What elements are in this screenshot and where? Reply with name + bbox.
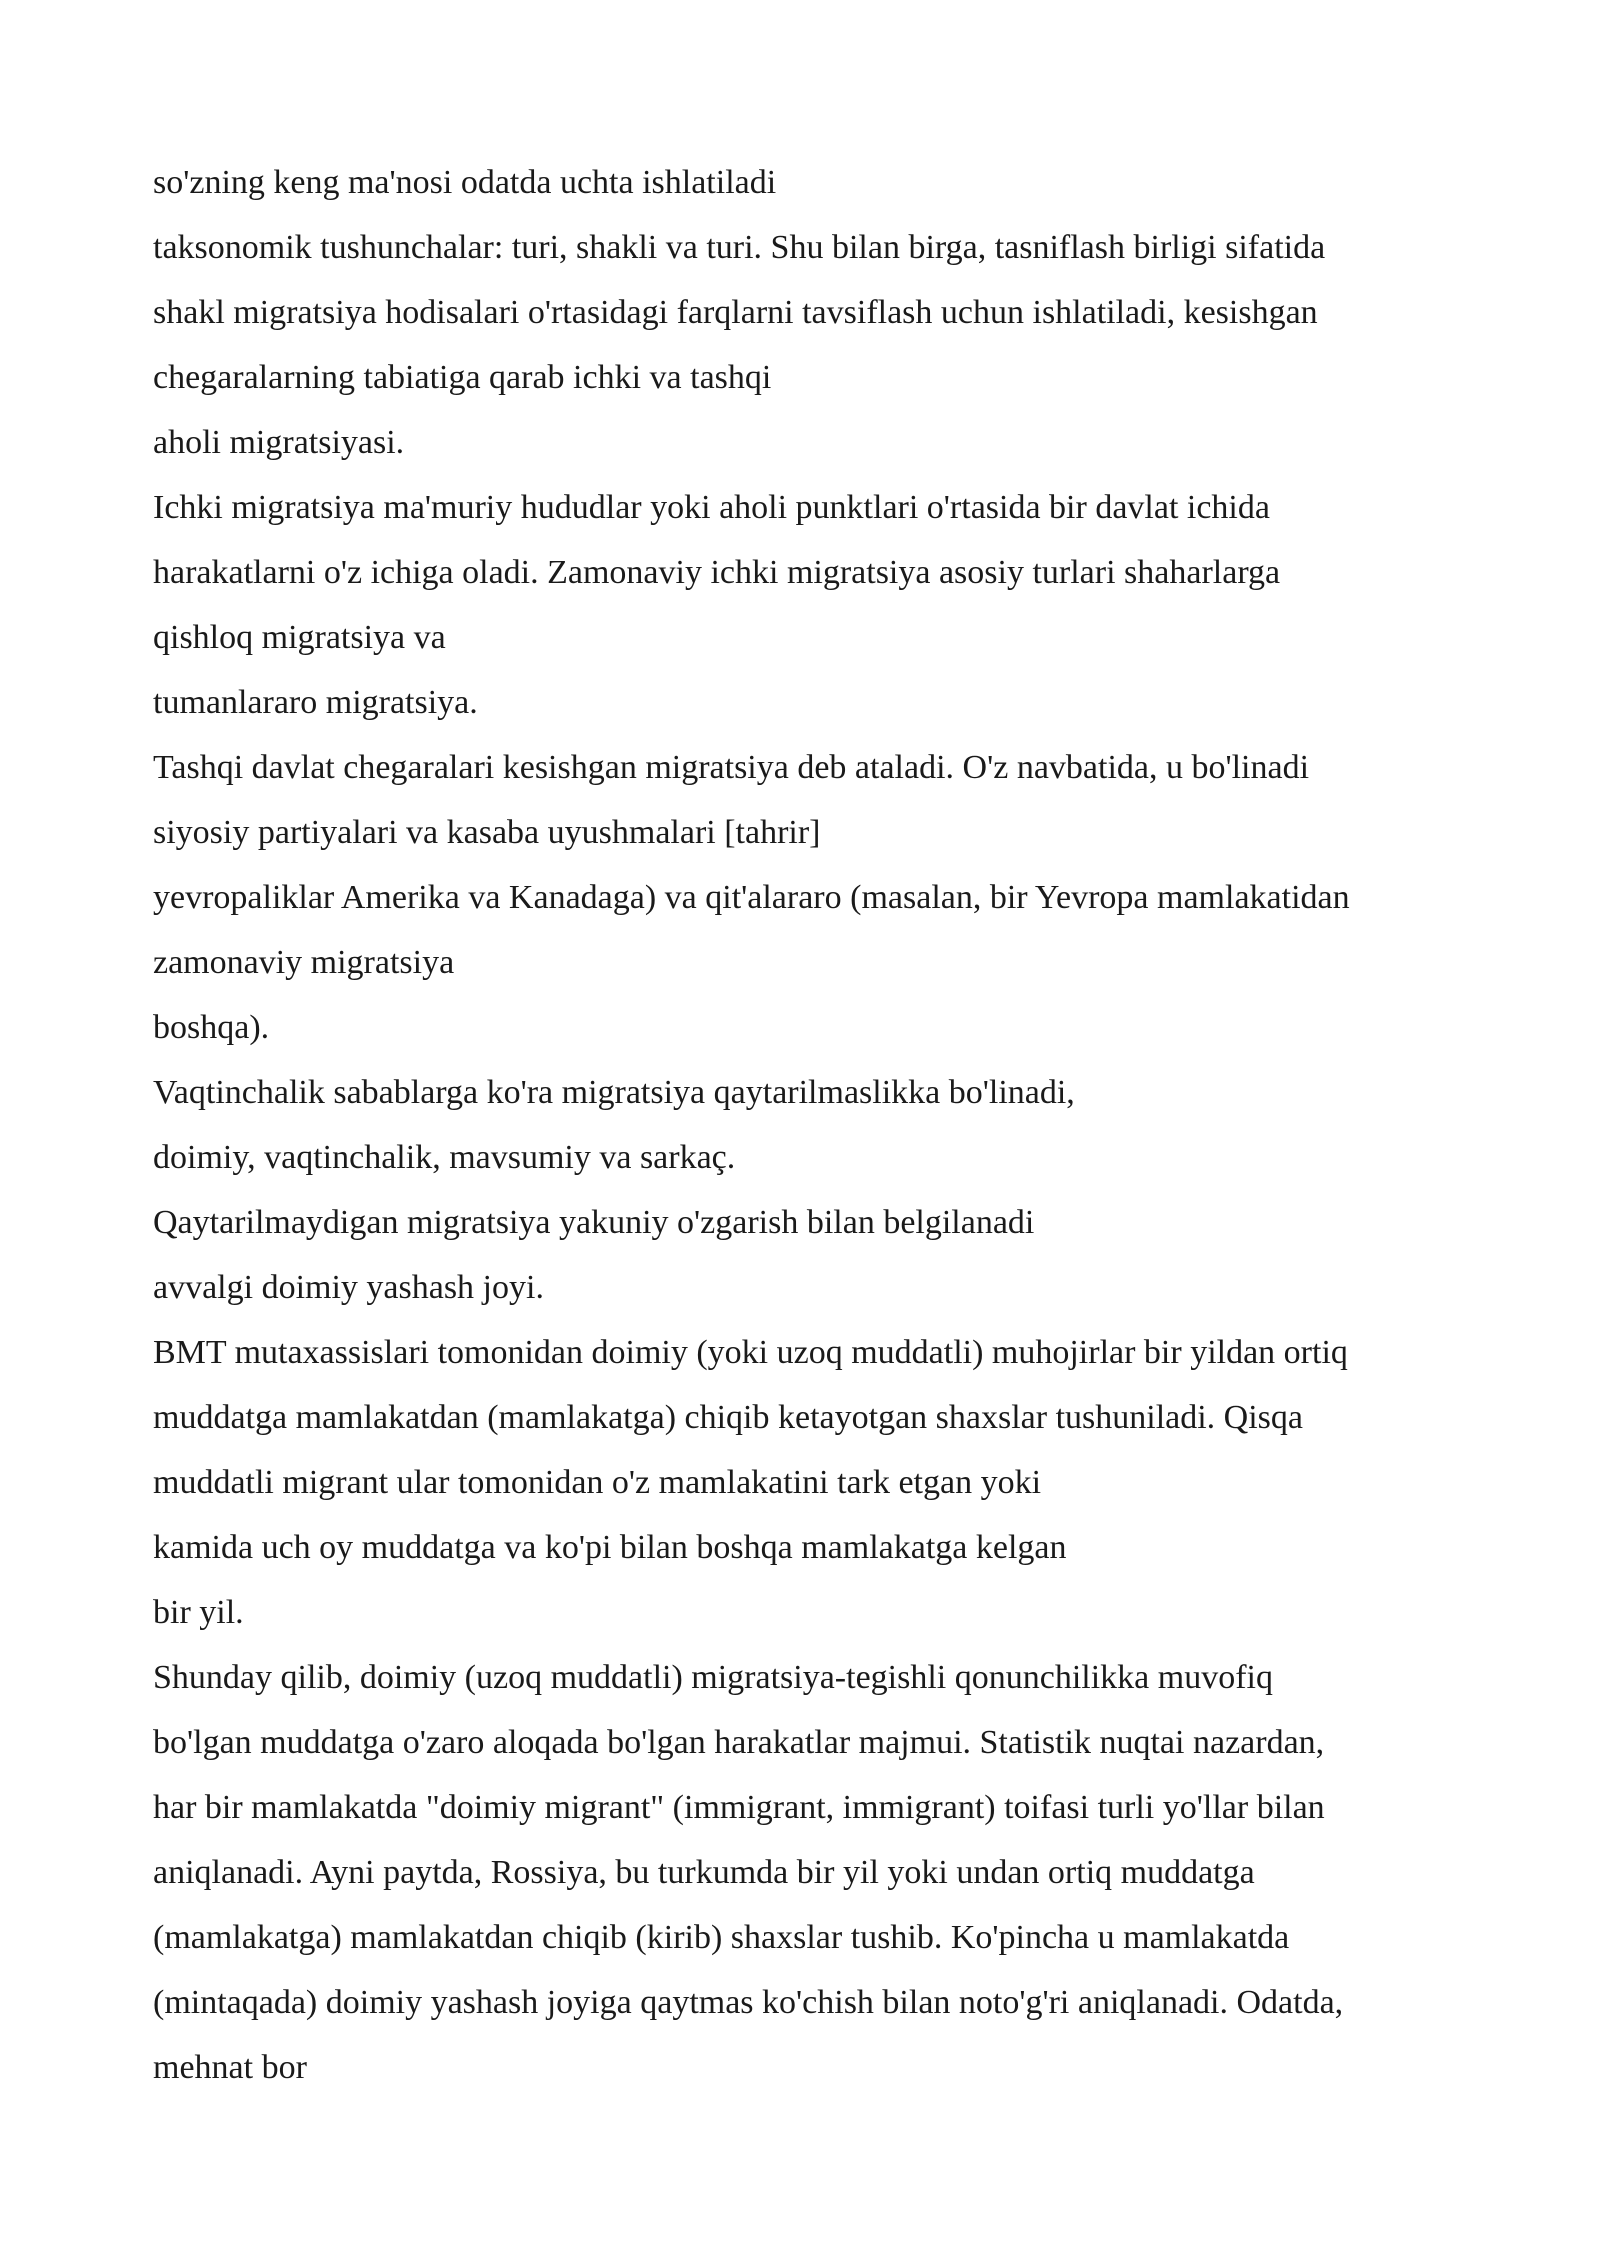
text-line: qishloq migratsiya va [153, 619, 446, 656]
text-line: tumanlararo migratsiya. [153, 684, 478, 721]
text-line: doimiy, vaqtinchalik, mavsumiy va sarkaç. [153, 1139, 736, 1176]
text-line: boshqa). [153, 1009, 270, 1046]
text-line: muddatga mamlakatdan (mamlakatga) chiqib ketayotgan shaxslar tushuniladi. Qisqa [153, 1399, 1304, 1436]
document-body [153, 150, 1513, 2100]
text-line: chegaralarning tabiatiga qarab ichki va tashqi [153, 359, 772, 396]
text-line: Ichki migratsiya ma'muriy hududlar yoki aholi punktlari o'rtasida bir davlat ichida [153, 489, 1270, 526]
text-line: muddatli migrant ular tomonidan o'z mamlakatini tark etgan yoki [153, 1464, 1042, 1501]
text-line: (mintaqada) doimiy yashash joyiga qaytmas ko'chish bilan noto'g'ri aniqlanadi. Odatda, [153, 1984, 1344, 2021]
text-line: Vaqtinchalik sabablarga ko'ra migratsiya qaytarilmaslikka bo'linadi, [153, 1074, 1075, 1111]
text-line: Shunday qilib, doimiy (uzoq muddatli) migratsiya-tegishli qonunchilikka muvofiq [153, 1659, 1273, 1696]
text-line: Qaytarilmaydigan migratsiya yakuniy o'zgarish bilan belgilanadi [153, 1204, 1035, 1241]
text-line: bo'lgan muddatga o'zaro aloqada bo'lgan harakatlar majmui. Statistik nuqtai nazardan, [153, 1724, 1325, 1761]
text-line: so'zning keng ma'nosi odatda uchta ishlatiladi [153, 164, 777, 201]
text-line: taksonomik tushunchalar: turi, shakli va turi. Shu bilan birga, tasniflash birligi sifatida [153, 229, 1326, 266]
text-line: siyosiy partiyalari va kasaba uyushmalari [tahrir] [153, 814, 821, 851]
text-line: shakl migratsiya hodisalari o'rtasidagi farqlarni tavsiflash uchun ishlatiladi, kesishgan [153, 294, 1318, 331]
text-line: har bir mamlakatda "doimiy migrant" (immigrant, immigrant) toifasi turli yo'llar bilan [153, 1789, 1325, 1826]
text-line: mehnat bor [153, 2049, 307, 2086]
text-line: avvalgi doimiy yashash joyi. [153, 1269, 544, 1306]
text-line: yevropaliklar Amerika va Kanadaga) va qit'alararo (masalan, bir Yevropa mamlakatidan [153, 879, 1350, 916]
text-line: aholi migratsiyasi. [153, 424, 405, 461]
text-line: kamida uch oy muddatga va ko'pi bilan boshqa mamlakatga kelgan [153, 1529, 1067, 1566]
text-line: harakatlarni o'z ichiga oladi. Zamonaviy ichki migratsiya asosiy turlari shaharlarga [153, 554, 1281, 591]
text-line: bir yil. [153, 1594, 244, 1631]
text-line: (mamlakatga) mamlakatdan chiqib (kirib) shaxslar tushib. Ko'pincha u mamlakatda [153, 1919, 1290, 1956]
text-line: zamonaviy migratsiya [153, 944, 455, 981]
text-line: aniqlanadi. Ayni paytda, Rossiya, bu turkumda bir yil yoki undan ortiq muddatga [153, 1854, 1255, 1891]
text-line: Tashqi davlat chegaralari kesishgan migratsiya deb ataladi. O'z navbatida, u bo'linadi [153, 749, 1310, 786]
text-line: BMT mutaxassislari tomonidan doimiy (yoki uzoq muddatli) muhojirlar bir yildan ortiq [153, 1334, 1348, 1371]
